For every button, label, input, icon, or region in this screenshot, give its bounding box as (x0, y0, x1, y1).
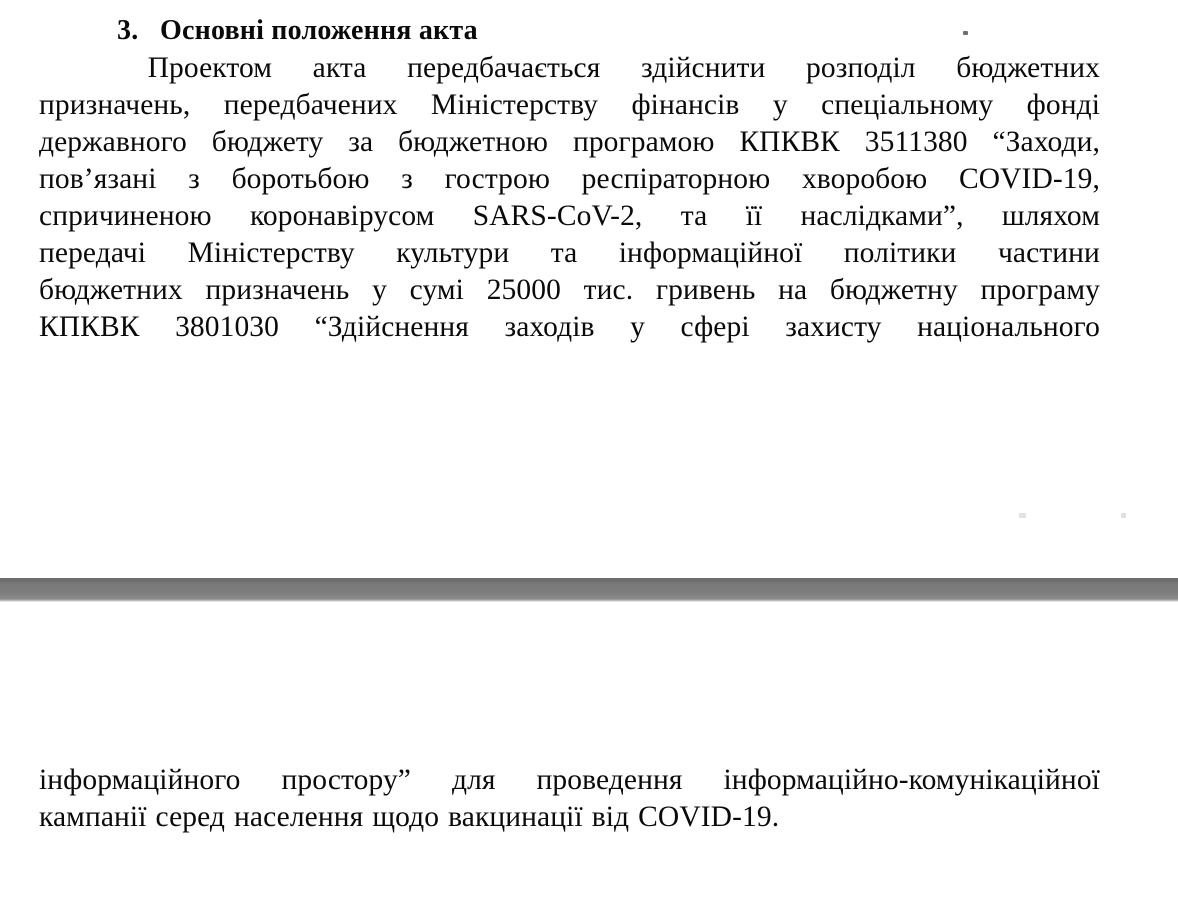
word: спричиненою (39, 200, 212, 232)
word: КПКВК (39, 311, 140, 343)
word: та (680, 200, 708, 232)
word: 25000 (486, 274, 561, 306)
word: у (772, 89, 788, 121)
bottom-text-block (39, 762, 1100, 836)
word: акта (312, 52, 367, 84)
word: здійснити (641, 52, 766, 84)
text-line (39, 762, 1100, 799)
word: у (630, 311, 645, 343)
word: SARS-CoV-2, (472, 200, 643, 232)
word: національного (917, 311, 1100, 343)
word: призначень (205, 274, 350, 306)
word: КПКВК (739, 126, 840, 158)
text-line (39, 161, 1100, 198)
word: інформаційної (618, 237, 803, 269)
word: фінансів (631, 89, 740, 121)
word: COVID-19. (638, 801, 780, 833)
word: у (372, 274, 387, 306)
word: на (778, 274, 808, 306)
text-line (39, 198, 1100, 235)
word: передбачених (223, 89, 398, 121)
scan-seam-divider (0, 578, 1178, 603)
word: спеціальному (821, 89, 994, 121)
text-line (39, 235, 1100, 272)
word: сумі (409, 274, 464, 306)
word: бюджетною (398, 126, 549, 158)
word: простору” (281, 764, 411, 796)
word: тис. (583, 274, 634, 306)
word: заходів (504, 311, 595, 343)
text-line (39, 272, 1100, 309)
text-line (39, 50, 1100, 87)
scan-speck-icon (963, 31, 968, 35)
first-line-indent (39, 50, 107, 87)
paragraph-top (39, 50, 1100, 346)
word: серед (155, 801, 226, 833)
word: бюджету (211, 126, 324, 158)
word: вакцинації (448, 801, 583, 833)
word: культури (396, 237, 510, 269)
word: гривень (655, 274, 756, 306)
word: програмою (572, 126, 715, 158)
word: “Здійснення (314, 311, 469, 343)
word: з (188, 163, 200, 195)
word: шляхом (1001, 200, 1100, 232)
word: інформаційно-комунікаційної (723, 764, 1100, 796)
text-line (39, 87, 1100, 124)
word: наслідками”, (800, 200, 964, 232)
word: призначень, (39, 89, 191, 121)
word: 3801030 (175, 311, 280, 343)
word: COVID-19, (958, 163, 1100, 195)
word: програму (980, 274, 1100, 306)
word: Міністерству (187, 237, 355, 269)
word: розподіл (806, 52, 916, 84)
word: від (591, 801, 630, 833)
scan-speck-icon (1121, 513, 1126, 518)
word: Міністерству (430, 89, 599, 121)
word: частини (997, 237, 1100, 269)
word: кампанії (39, 801, 147, 833)
word: сфері (680, 311, 750, 343)
word: її (745, 200, 763, 232)
word: фонді (1026, 89, 1100, 121)
word: населення (234, 801, 364, 833)
word: 3511380 (864, 126, 968, 158)
word: коронавірусом (249, 200, 435, 232)
word: бюджетну (829, 274, 958, 306)
top-text-block (39, 14, 1100, 346)
text-line (39, 124, 1100, 161)
word: інформаційного (39, 764, 241, 796)
word: передбачається (407, 52, 601, 84)
text-line (39, 799, 1100, 836)
word: за (348, 126, 374, 158)
word: боротьбою (231, 163, 370, 195)
paragraph-bottom (39, 762, 1100, 836)
word: захисту (785, 311, 882, 343)
word: політики (843, 237, 957, 269)
word: для (451, 764, 496, 796)
scan-speck-icon (1019, 513, 1026, 518)
word: Проектом (147, 52, 273, 84)
word: державного (39, 126, 187, 158)
word: з (401, 163, 413, 195)
word: щодо (372, 801, 440, 833)
word: бюджетних (956, 52, 1100, 84)
text-line (39, 309, 1100, 346)
word: проведення (536, 764, 683, 796)
word: бюджетних (39, 274, 183, 306)
word: “Заходи, (992, 126, 1100, 158)
word: хворобою (801, 163, 928, 195)
word: та (550, 237, 578, 269)
section-heading: 3. Основні положення акта (117, 15, 478, 46)
word: передачі (39, 237, 147, 269)
word: пов’язані (39, 163, 157, 195)
word: гострою (444, 163, 551, 195)
word: респіраторною (581, 163, 771, 195)
